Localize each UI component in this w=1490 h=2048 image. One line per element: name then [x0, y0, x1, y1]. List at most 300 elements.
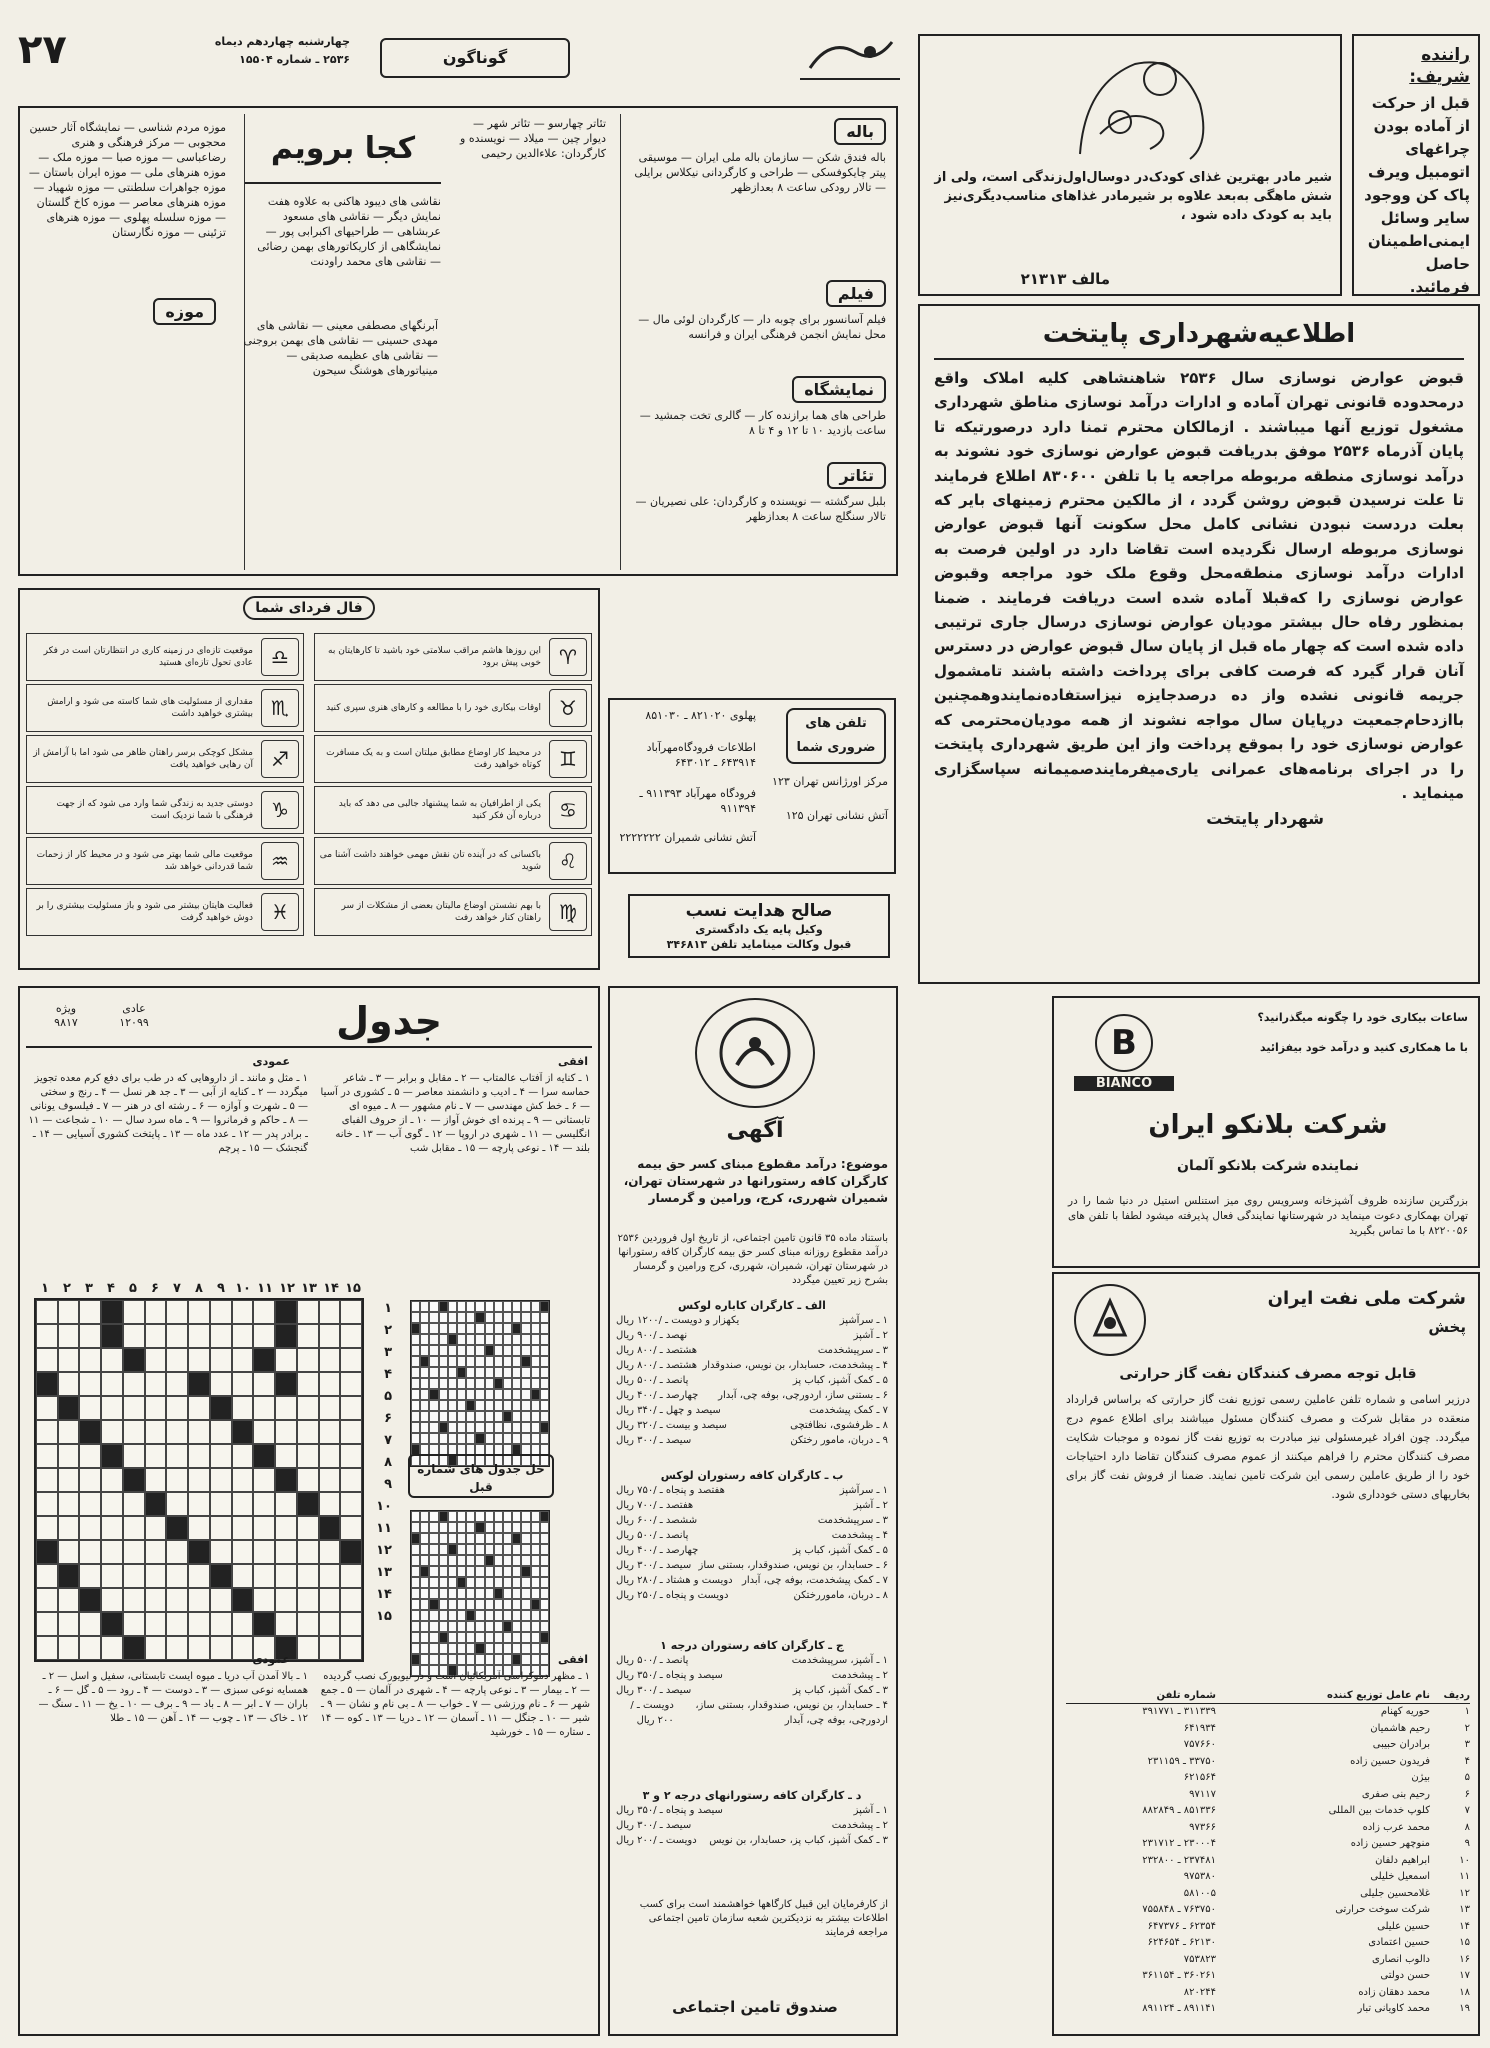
crossword-cell[interactable] — [188, 1540, 210, 1564]
crossword-cell[interactable] — [253, 1444, 275, 1468]
job-title: ۳ ـ کمک آشپز، کباب پز — [792, 1685, 888, 1696]
crossword-cell[interactable] — [232, 1516, 254, 1540]
crossword-cell[interactable] — [145, 1396, 167, 1420]
crossword-cell[interactable] — [319, 1540, 341, 1564]
solution-cell — [439, 1544, 448, 1555]
crossword-cell[interactable] — [253, 1492, 275, 1516]
crossword-cell[interactable] — [319, 1444, 341, 1468]
crossword-cell[interactable] — [253, 1540, 275, 1564]
crossword-cell[interactable] — [232, 1324, 254, 1348]
crossword-cell[interactable] — [58, 1492, 80, 1516]
crossword-cell[interactable] — [123, 1444, 145, 1468]
crossword-cell[interactable] — [232, 1468, 254, 1492]
crossword-cell[interactable] — [340, 1540, 362, 1564]
solution-cell — [521, 1632, 530, 1643]
crossword-cell[interactable] — [36, 1444, 58, 1468]
crossword-cell[interactable] — [101, 1564, 123, 1588]
crossword-cell[interactable] — [123, 1372, 145, 1396]
crossword-cell[interactable] — [145, 1300, 167, 1324]
crossword-cell[interactable] — [210, 1324, 232, 1348]
crossword-cell[interactable] — [166, 1396, 188, 1420]
crossword-cell[interactable] — [58, 1372, 80, 1396]
crossword-cell[interactable] — [340, 1612, 362, 1636]
crossword-cell[interactable] — [79, 1564, 101, 1588]
social-security-logo — [695, 998, 815, 1108]
crossword-cell[interactable] — [58, 1636, 80, 1660]
crossword-cell[interactable] — [79, 1612, 101, 1636]
crossword-cell[interactable] — [123, 1300, 145, 1324]
solution-cell — [457, 1632, 466, 1643]
crossword-cell[interactable] — [145, 1420, 167, 1444]
crossword-cell[interactable] — [253, 1300, 275, 1324]
solution-cell — [475, 1400, 484, 1411]
solution-cell — [494, 1511, 503, 1522]
crossword-cell[interactable] — [188, 1420, 210, 1444]
crossword-cell[interactable] — [188, 1468, 210, 1492]
theater-label: تئاتر — [827, 462, 886, 489]
crossword-cell[interactable] — [145, 1468, 167, 1492]
crossword-cell[interactable] — [340, 1468, 362, 1492]
crossword-cell[interactable] — [297, 1516, 319, 1540]
crossword-cell[interactable] — [210, 1444, 232, 1468]
crossword-cell[interactable] — [36, 1372, 58, 1396]
where-to-go-right-column — [620, 114, 890, 570]
crossword-cell[interactable] — [101, 1324, 123, 1348]
crossword-cell[interactable] — [210, 1516, 232, 1540]
crossword-cell[interactable] — [79, 1420, 101, 1444]
crossword-cell[interactable] — [58, 1588, 80, 1612]
solution-cell — [503, 1367, 512, 1378]
solution-cell — [466, 1312, 475, 1323]
crossword-cell[interactable] — [36, 1612, 58, 1636]
crossword-cell[interactable] — [340, 1588, 362, 1612]
theater-tag — [766, 462, 886, 490]
crossword-cell[interactable] — [166, 1468, 188, 1492]
crossword-cell[interactable] — [166, 1324, 188, 1348]
solution-cell — [475, 1654, 484, 1665]
crossword-cell[interactable] — [101, 1372, 123, 1396]
special-number: ۹۸۱۷ — [54, 1016, 78, 1029]
crossword-cell[interactable] — [232, 1372, 254, 1396]
crossword-cell[interactable] — [297, 1588, 319, 1612]
crossword-cell[interactable] — [188, 1444, 210, 1468]
crossword-cell[interactable] — [58, 1420, 80, 1444]
municipality-notice — [918, 304, 1480, 984]
crossword-cell[interactable] — [340, 1492, 362, 1516]
solution-cell — [420, 1621, 429, 1632]
solution-cell — [411, 1577, 420, 1588]
crossword-column-number: ۱۵ — [345, 1281, 361, 1296]
crossword-cell[interactable] — [101, 1420, 123, 1444]
crossword-cell[interactable] — [210, 1372, 232, 1396]
crossword-cell[interactable] — [297, 1324, 319, 1348]
rate-row — [616, 1483, 888, 1498]
crossword-cell[interactable] — [79, 1636, 101, 1660]
crossword-cell[interactable] — [188, 1396, 210, 1420]
solution-cell — [429, 1389, 438, 1400]
crossword-row-number: ۳ — [384, 1345, 392, 1360]
crossword-cell[interactable] — [123, 1516, 145, 1540]
crossword-cell[interactable] — [145, 1612, 167, 1636]
solution-cell — [485, 1544, 494, 1555]
solution-cell — [429, 1522, 438, 1533]
crossword-cell[interactable] — [188, 1348, 210, 1372]
crossword-cell[interactable] — [58, 1348, 80, 1372]
crossword-cell[interactable] — [101, 1300, 123, 1324]
crossword-cell[interactable] — [123, 1348, 145, 1372]
crossword-cell[interactable] — [319, 1372, 341, 1396]
crossword-cell[interactable] — [340, 1372, 362, 1396]
crossword-cell[interactable] — [166, 1444, 188, 1468]
crossword-cell[interactable] — [232, 1444, 254, 1468]
crossword-cell[interactable] — [79, 1300, 101, 1324]
solution-cell — [531, 1522, 540, 1533]
crossword-cell[interactable] — [297, 1636, 319, 1660]
crossword-cell[interactable] — [275, 1444, 297, 1468]
solution-cell — [494, 1610, 503, 1621]
solution-cell — [521, 1389, 530, 1400]
solution-cell — [540, 1323, 549, 1334]
crossword-cell[interactable] — [36, 1564, 58, 1588]
job-title: ۴ ـ پیشخدمت — [831, 1530, 888, 1541]
crossword-cell[interactable] — [79, 1396, 101, 1420]
crossword-cell[interactable] — [275, 1300, 297, 1324]
crossword-cell[interactable] — [79, 1372, 101, 1396]
solution-cell — [531, 1356, 540, 1367]
crossword-cell[interactable] — [145, 1492, 167, 1516]
crossword-cell[interactable] — [232, 1564, 254, 1588]
crossword-cell[interactable] — [79, 1444, 101, 1468]
crossword-cell[interactable] — [166, 1540, 188, 1564]
crossword-cell[interactable] — [145, 1636, 167, 1660]
row-number: ۱ — [1464, 1706, 1470, 1717]
crossword-cell[interactable] — [253, 1396, 275, 1420]
crossword-cell[interactable] — [340, 1348, 362, 1372]
crossword-cell[interactable] — [210, 1588, 232, 1612]
crossword-cell[interactable] — [58, 1612, 80, 1636]
solution-cell — [429, 1323, 438, 1334]
crossword-cell[interactable] — [36, 1588, 58, 1612]
crossword-cell[interactable] — [275, 1540, 297, 1564]
crossword-cell[interactable] — [188, 1612, 210, 1636]
crossword-row-number: ۱۳ — [376, 1565, 392, 1580]
rate-row — [616, 1818, 888, 1833]
crossword-cell[interactable] — [340, 1300, 362, 1324]
crossword-cell[interactable] — [79, 1492, 101, 1516]
crossword-cell[interactable] — [275, 1612, 297, 1636]
crossword-cell[interactable] — [210, 1612, 232, 1636]
crossword-cell[interactable] — [319, 1588, 341, 1612]
crossword-cell[interactable] — [58, 1324, 80, 1348]
crossword-cell[interactable] — [36, 1636, 58, 1660]
crossword-cell[interactable] — [253, 1468, 275, 1492]
crossword-cell[interactable] — [145, 1588, 167, 1612]
crossword-cell[interactable] — [188, 1324, 210, 1348]
crossword-cell[interactable] — [253, 1516, 275, 1540]
crossword-cell[interactable] — [232, 1348, 254, 1372]
crossword-cell[interactable] — [275, 1588, 297, 1612]
crossword-cell[interactable] — [36, 1300, 58, 1324]
crossword-cell[interactable] — [79, 1588, 101, 1612]
crossword-cell[interactable] — [145, 1564, 167, 1588]
crossword-cell[interactable] — [253, 1564, 275, 1588]
job-title: ۱ ـ آشپز، سرپیشخدمت — [791, 1655, 888, 1666]
crossword-cell[interactable] — [297, 1420, 319, 1444]
solution-cell — [494, 1654, 503, 1665]
crossword-cell[interactable] — [232, 1492, 254, 1516]
crossword-cell[interactable] — [123, 1564, 145, 1588]
crossword-cell[interactable] — [253, 1588, 275, 1612]
crossword-cell[interactable] — [79, 1348, 101, 1372]
daily-wage: سیصد ـ /۳۰۰ ریال — [616, 1820, 692, 1831]
crossword-cell[interactable] — [297, 1348, 319, 1372]
crossword-cell[interactable] — [101, 1612, 123, 1636]
crossword-cell[interactable] — [319, 1300, 341, 1324]
solution-cell — [485, 1400, 494, 1411]
crossword-cell[interactable] — [58, 1516, 80, 1540]
phone-item: پهلوی ۸۲۱۰۲۰ ـ ۸۵۱۰۳۰ — [645, 709, 756, 722]
crossword-cell[interactable] — [101, 1516, 123, 1540]
crossword-cell[interactable] — [101, 1468, 123, 1492]
social-security-heading: آگهی — [726, 1118, 784, 1143]
crossword-cell[interactable] — [36, 1348, 58, 1372]
solution-cell — [475, 1588, 484, 1599]
crossword-cell[interactable] — [297, 1564, 319, 1588]
crossword-cell[interactable] — [101, 1636, 123, 1660]
crossword-cell[interactable] — [210, 1420, 232, 1444]
distributor-name: غلامحسین جلیلی — [1360, 1887, 1430, 1899]
crossword-cell[interactable] — [319, 1396, 341, 1420]
crossword-cell[interactable] — [319, 1492, 341, 1516]
crossword-cell[interactable] — [166, 1612, 188, 1636]
solution-cell — [439, 1378, 448, 1389]
solution-cell — [485, 1621, 494, 1632]
crossword-cell[interactable] — [297, 1396, 319, 1420]
crossword-cell[interactable] — [319, 1612, 341, 1636]
crossword-cell[interactable] — [275, 1564, 297, 1588]
crossword-cell[interactable] — [319, 1564, 341, 1588]
solution-cell — [457, 1588, 466, 1599]
crossword-cell[interactable] — [297, 1540, 319, 1564]
crossword-cell[interactable] — [275, 1492, 297, 1516]
crossword-cell[interactable] — [123, 1492, 145, 1516]
crossword-cell[interactable] — [58, 1468, 80, 1492]
crossword-cell[interactable] — [123, 1636, 145, 1660]
solution-cell — [457, 1389, 466, 1400]
crossword-cell[interactable] — [58, 1540, 80, 1564]
crossword-column-number: ۹ — [217, 1281, 225, 1296]
solution-cell — [485, 1533, 494, 1544]
solution-cell — [457, 1378, 466, 1389]
crossword-cell[interactable] — [123, 1588, 145, 1612]
crossword-cell[interactable] — [79, 1516, 101, 1540]
crossword-cell[interactable] — [210, 1348, 232, 1372]
daily-wage: دویست و هشتاد ـ /۲۸۰ ریال — [616, 1575, 733, 1586]
crossword-cell[interactable] — [58, 1444, 80, 1468]
distributor-name: کلوپ خدمات بین المللی — [1328, 1805, 1430, 1816]
crossword-cell[interactable] — [340, 1324, 362, 1348]
crossword-cell[interactable] — [166, 1348, 188, 1372]
crossword-cell[interactable] — [145, 1324, 167, 1348]
section-a — [616, 1298, 888, 1448]
crossword-cell[interactable] — [340, 1444, 362, 1468]
crossword-cell[interactable] — [58, 1300, 80, 1324]
crossword-cell[interactable] — [166, 1420, 188, 1444]
crossword-cell[interactable] — [210, 1540, 232, 1564]
crossword-cell[interactable] — [79, 1468, 101, 1492]
crossword-cell[interactable] — [253, 1324, 275, 1348]
crossword-cell[interactable] — [36, 1516, 58, 1540]
crossword-cell[interactable] — [232, 1612, 254, 1636]
solution-cell — [475, 1367, 484, 1378]
crossword-cell[interactable] — [188, 1300, 210, 1324]
crossword-cell[interactable] — [123, 1324, 145, 1348]
crossword-cell[interactable] — [101, 1396, 123, 1420]
solution-cell — [439, 1588, 448, 1599]
job-title: ۷ ـ کمک پیشخدمت، بوفه چی، آبدار — [742, 1575, 888, 1586]
solution-cell — [429, 1422, 438, 1433]
crossword-cell[interactable] — [101, 1588, 123, 1612]
crossword-cell[interactable] — [166, 1492, 188, 1516]
crossword-cell[interactable] — [297, 1492, 319, 1516]
crossword-cell[interactable] — [232, 1396, 254, 1420]
crossword-cell[interactable] — [36, 1396, 58, 1420]
crossword-cell[interactable] — [340, 1636, 362, 1660]
crossword-cell[interactable] — [123, 1468, 145, 1492]
solution-cell — [429, 1544, 438, 1555]
solution-cell — [429, 1577, 438, 1588]
crossword-cell[interactable] — [166, 1372, 188, 1396]
crossword-cell[interactable] — [166, 1636, 188, 1660]
solution-cell — [503, 1588, 512, 1599]
crossword-cell[interactable] — [79, 1540, 101, 1564]
crossword-cell[interactable] — [275, 1348, 297, 1372]
crossword-cell[interactable] — [145, 1444, 167, 1468]
rate-row — [616, 1588, 888, 1603]
crossword-cell[interactable] — [253, 1348, 275, 1372]
solution-cell — [503, 1566, 512, 1577]
crossword-cell[interactable] — [123, 1540, 145, 1564]
solution-cell — [540, 1433, 549, 1444]
crossword-cell[interactable] — [36, 1324, 58, 1348]
solution-cell — [494, 1301, 503, 1312]
crossword-cell[interactable] — [101, 1492, 123, 1516]
crossword-cell[interactable] — [340, 1564, 362, 1588]
crossword-cell[interactable] — [340, 1516, 362, 1540]
crossword-cell[interactable] — [166, 1516, 188, 1540]
crossword-cell[interactable] — [275, 1396, 297, 1420]
crossword-row-number: ۱۱ — [376, 1521, 392, 1536]
job-title: ۱ ـ سرآشپز — [839, 1485, 888, 1496]
crossword-cell[interactable] — [340, 1420, 362, 1444]
crossword-cell[interactable] — [166, 1300, 188, 1324]
crossword-cell[interactable] — [36, 1420, 58, 1444]
solution-cell — [439, 1566, 448, 1577]
crossword-cell[interactable] — [319, 1420, 341, 1444]
crossword-cell[interactable] — [210, 1492, 232, 1516]
crossword-cell[interactable] — [210, 1468, 232, 1492]
crossword-cell[interactable] — [275, 1468, 297, 1492]
crossword-cell[interactable] — [232, 1540, 254, 1564]
solution-cell — [531, 1411, 540, 1422]
crossword-cell[interactable] — [166, 1564, 188, 1588]
crossword-cell[interactable] — [145, 1540, 167, 1564]
crossword-cell[interactable] — [275, 1516, 297, 1540]
crossword-cell[interactable] — [79, 1324, 101, 1348]
crossword-cell[interactable] — [188, 1492, 210, 1516]
crossword-cell[interactable] — [123, 1420, 145, 1444]
crossword-cell[interactable] — [166, 1588, 188, 1612]
crossword-cell[interactable] — [123, 1396, 145, 1420]
crossword-cell[interactable] — [297, 1300, 319, 1324]
solution-cell — [485, 1643, 494, 1654]
solution-cell — [475, 1599, 484, 1610]
crossword-cell[interactable] — [297, 1468, 319, 1492]
crossword-cell[interactable] — [297, 1444, 319, 1468]
solution-cell — [494, 1422, 503, 1433]
solution-cell — [540, 1577, 549, 1588]
solution-cell — [521, 1301, 530, 1312]
crossword-cell[interactable] — [101, 1444, 123, 1468]
crossword-cell[interactable] — [101, 1348, 123, 1372]
crossword-column-numbers — [34, 1278, 364, 1300]
solution-cell — [494, 1544, 503, 1555]
crossword-cell[interactable] — [58, 1564, 80, 1588]
solution-cell — [503, 1345, 512, 1356]
crossword-cell[interactable] — [188, 1564, 210, 1588]
crossword-cell[interactable] — [188, 1588, 210, 1612]
crossword-cell[interactable] — [253, 1612, 275, 1636]
crossword-cell[interactable] — [145, 1516, 167, 1540]
nioc-table-header — [1066, 1688, 1470, 1704]
crossword-cell[interactable] — [123, 1612, 145, 1636]
crossword-cell[interactable] — [232, 1420, 254, 1444]
crossword-cell[interactable] — [297, 1612, 319, 1636]
crossword-cell[interactable] — [36, 1540, 58, 1564]
crossword-cell[interactable] — [253, 1372, 275, 1396]
crossword-cell[interactable] — [319, 1348, 341, 1372]
crossword-cell[interactable] — [297, 1372, 319, 1396]
crossword-cell[interactable] — [36, 1492, 58, 1516]
crossword-cell[interactable] — [58, 1396, 80, 1420]
crossword-cell[interactable] — [340, 1396, 362, 1420]
crossword-cell[interactable] — [145, 1372, 167, 1396]
crossword-cell[interactable] — [188, 1516, 210, 1540]
crossword-cell[interactable] — [275, 1372, 297, 1396]
crossword-cell[interactable] — [232, 1588, 254, 1612]
crossword-cell[interactable] — [101, 1540, 123, 1564]
crossword-cell[interactable] — [275, 1420, 297, 1444]
crossword-cell[interactable] — [210, 1564, 232, 1588]
crossword-cell[interactable] — [319, 1468, 341, 1492]
crossword-cell[interactable] — [232, 1300, 254, 1324]
crossword-cell[interactable] — [210, 1300, 232, 1324]
crossword-cell[interactable] — [210, 1396, 232, 1420]
vertical-clues-2: ۱ ـ بالا آمدن آب دریا ـ میوه ایست تابستانی، سفیل و اسل — ۲ ـ همسایه نوعی سبزی — ۳ ـ دوست — ۴ ـ رود — ۵ ـ گل — ۶ ـ باران — ۷ ـ ابر — ۸ ـ باد — ۹ ـ برف — ۱۰ ـ یخ — ۱۱ ـ سنگ — ۱۲ ـ خاک — ۱۳ ـ چوب — ۱۴ ـ آهن — ۱۵ ـ طلا — [38, 1671, 308, 1724]
solution-cell — [420, 1301, 429, 1312]
crossword-cell[interactable] — [253, 1420, 275, 1444]
crossword-cell[interactable] — [36, 1468, 58, 1492]
crossword-cell[interactable] — [319, 1516, 341, 1540]
crossword-cell[interactable] — [188, 1372, 210, 1396]
crossword-cell[interactable] — [319, 1636, 341, 1660]
crossword-cell[interactable] — [145, 1348, 167, 1372]
crossword-cell[interactable] — [275, 1324, 297, 1348]
crossword-cell[interactable] — [188, 1636, 210, 1660]
crossword-cell[interactable] — [319, 1324, 341, 1348]
solution-cell — [540, 1632, 549, 1643]
solution-cell — [466, 1422, 475, 1433]
